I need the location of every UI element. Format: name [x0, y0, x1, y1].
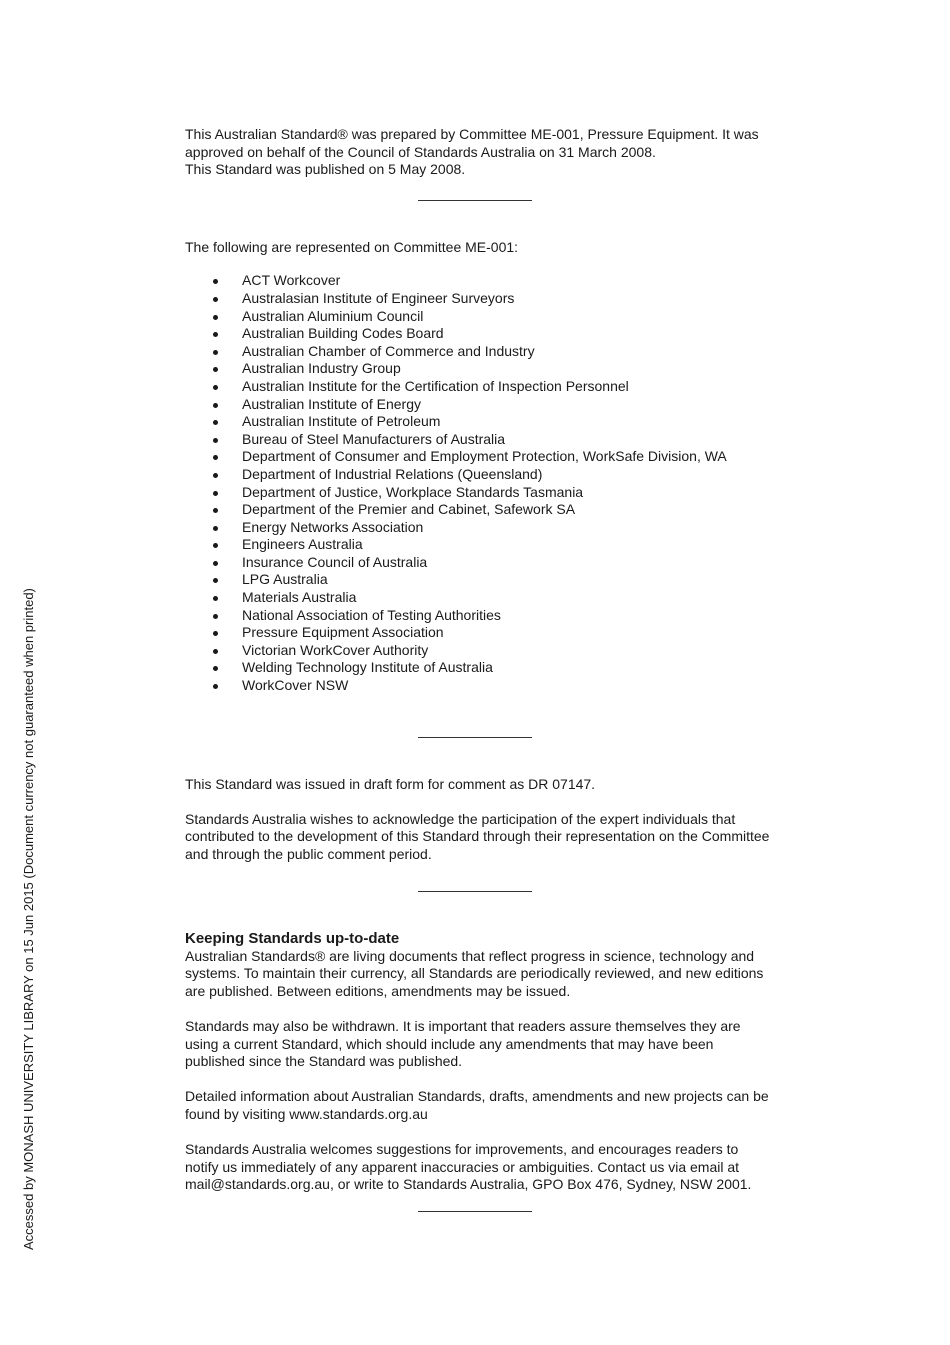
bullet-icon — [213, 279, 218, 284]
section-divider — [418, 891, 532, 892]
member-name: Welding Technology Institute of Australia — [242, 659, 493, 676]
bullet-icon — [213, 473, 218, 478]
list-item — [213, 360, 775, 378]
list-item — [213, 589, 775, 607]
list-item — [213, 607, 775, 625]
list-item — [213, 554, 775, 572]
bullet-icon — [213, 666, 218, 671]
list-item — [213, 272, 775, 290]
bullet-icon — [213, 385, 218, 390]
bullet-icon — [213, 614, 218, 619]
member-name: Department of Consumer and Employment Protection, WorkSafe Division, WA — [242, 448, 727, 465]
bullet-icon — [213, 403, 218, 408]
list-item — [213, 536, 775, 554]
list-item — [213, 413, 775, 431]
list-item — [213, 431, 775, 449]
list-item — [213, 308, 775, 326]
list-item — [213, 659, 775, 677]
keeping-paragraph: Australian Standards® are living documents that reflect progress in science, technology and systems. To maintain their currency, all Standards are periodically reviewed, and new editions are published. Between editions, amendments may be issued. — [185, 947, 764, 999]
acknowledgement-text: Standards Australia wishes to acknowledge the participation of the expert individuals that contributed to the development of this Standard through their representation on the Committee and through the public comment period. — [185, 810, 770, 862]
member-name: Engineers Australia — [242, 536, 363, 553]
list-item — [213, 484, 775, 502]
bullet-icon — [213, 684, 218, 689]
bullet-icon — [213, 297, 218, 302]
keeping-standards-heading: Keeping Standards up-to-date — [185, 929, 400, 947]
member-name: Materials Australia — [242, 589, 357, 606]
bullet-icon — [213, 367, 218, 372]
bullet-icon — [213, 578, 218, 583]
list-item — [213, 448, 775, 466]
bullet-icon — [213, 438, 218, 443]
committee-member-list — [185, 272, 775, 694]
publication-line: This Standard was published on 5 May 2008. — [185, 161, 466, 178]
list-item — [213, 290, 775, 308]
member-name: Insurance Council of Australia — [242, 553, 428, 570]
access-watermark: Accessed by MONASH UNIVERSITY LIBRARY on 15 Jun 2015 (Document currency not guaranteed when printed) — [21, 588, 36, 1250]
publication-statement — [185, 126, 775, 179]
list-item — [213, 677, 775, 695]
publication-line: This Australian Standard® was prepared by Committee ME-001, Pressure Equipment. It was — [185, 126, 759, 142]
keeping-paragraph: Standards Australia welcomes suggestions for improvements, and encourages readers to notify us immediately of any apparent inaccuracies or ambiguities. Contact us via email at mail@standards.org.au, or write to Standards Australia, GPO Box 476, Sydney, NSW 2001. — [185, 1141, 752, 1193]
member-name: Bureau of Steel Manufacturers of Australia — [242, 430, 506, 447]
keeping-paragraph: Detailed information about Australian Standards, drafts, amendments and new projects can be found by visiting www.standards.org.au — [185, 1088, 769, 1122]
bullet-icon — [213, 332, 218, 337]
list-item — [213, 325, 775, 343]
draft-issued-text: This Standard was issued in draft form for comment as DR 07147. — [185, 775, 596, 792]
bullet-icon — [213, 420, 218, 425]
member-name: Department of Industrial Relations (Queensland) — [242, 465, 543, 482]
member-name: Australian Institute of Petroleum — [242, 413, 441, 430]
section-divider — [418, 200, 532, 201]
member-name: Department of the Premier and Cabinet, Safework SA — [242, 501, 576, 518]
member-name: Australian Industry Group — [242, 360, 401, 377]
member-name: WorkCover NSW — [242, 677, 349, 694]
list-item — [213, 501, 775, 519]
section-divider — [418, 737, 532, 738]
keeping-paragraph: Standards may also be withdrawn. It is important that readers assure themselves they are using a current Standard, which should include any amendments that may have been published since the Standard was published. — [185, 1017, 741, 1070]
draft-section — [185, 776, 775, 864]
publication-line: approved on behalf of the Council of Standards Australia on 31 March 2008. — [185, 143, 656, 160]
bullet-icon — [213, 350, 218, 355]
committee-heading: The following are represented on Committee ME-001: — [185, 238, 519, 255]
list-item — [213, 624, 775, 642]
bullet-icon — [213, 649, 218, 654]
member-name: Victorian WorkCover Authority — [242, 641, 429, 658]
keeping-standards-section — [185, 948, 775, 1194]
list-item — [213, 343, 775, 361]
bullet-icon — [213, 596, 218, 601]
member-name: Australian Aluminium Council — [242, 307, 424, 324]
list-item — [213, 466, 775, 484]
member-name: LPG Australia — [242, 571, 328, 588]
bullet-icon — [213, 543, 218, 548]
bullet-icon — [213, 631, 218, 636]
list-item — [213, 642, 775, 660]
member-name: Department of Justice, Workplace Standards Tasmania — [242, 483, 584, 500]
list-item — [213, 378, 775, 396]
bullet-icon — [213, 455, 218, 460]
member-name: Australasian Institute of Engineer Surveyors — [242, 289, 515, 306]
member-name: Australian Building Codes Board — [242, 325, 444, 342]
member-name: ACT Workcover — [242, 272, 341, 289]
bullet-icon — [213, 561, 218, 566]
member-name: Australian Institute for the Certification of Inspection Personnel — [242, 377, 629, 394]
list-item — [213, 396, 775, 414]
member-name: National Association of Testing Authorities — [242, 606, 501, 623]
document-body — [185, 126, 775, 1212]
bullet-icon — [213, 526, 218, 531]
section-divider — [418, 1211, 532, 1212]
member-name: Pressure Equipment Association — [242, 624, 444, 641]
member-name: Energy Networks Association — [242, 518, 424, 535]
list-item — [213, 571, 775, 589]
bullet-icon — [213, 315, 218, 320]
bullet-icon — [213, 491, 218, 496]
member-name: Australian Chamber of Commerce and Industry — [242, 342, 535, 359]
list-item — [213, 519, 775, 537]
bullet-icon — [213, 508, 218, 513]
member-name: Australian Institute of Energy — [242, 395, 421, 412]
